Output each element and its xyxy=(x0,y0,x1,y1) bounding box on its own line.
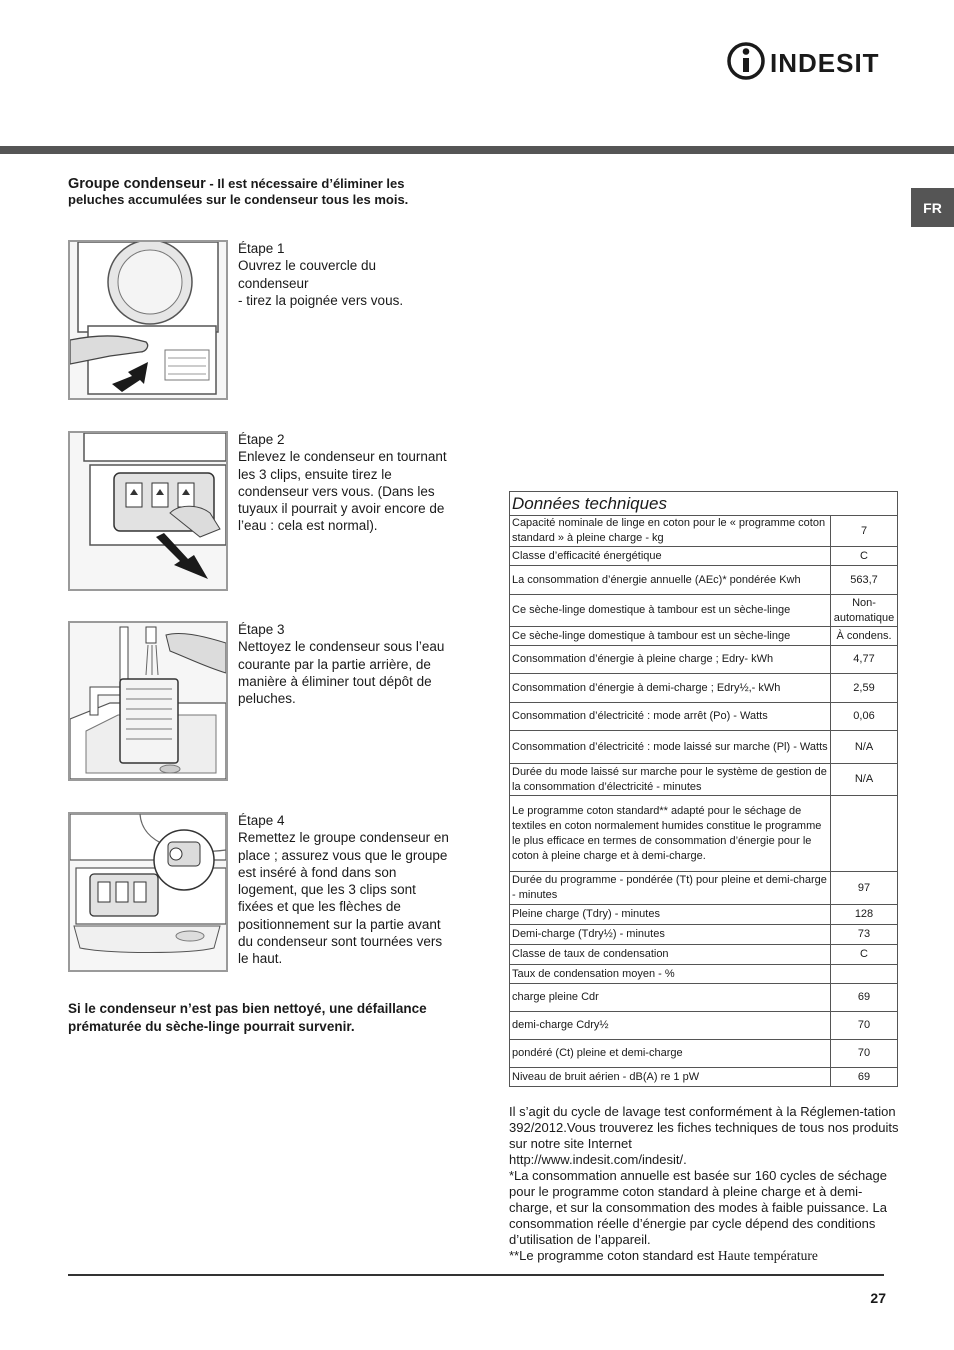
row-label: Pleine charge (Tdry) - minutes xyxy=(510,905,831,925)
row-value: 7 xyxy=(831,516,898,547)
table-row xyxy=(510,547,898,566)
row-label: charge pleine Cdr xyxy=(510,984,831,1012)
row-value: N/A xyxy=(831,764,898,796)
row-label: La consommation d’énergie annuelle (AEc)* pondérée Kwh xyxy=(510,566,831,595)
row-label: Classe de taux de condensation xyxy=(510,945,831,965)
brand-wordmark: INDESIT xyxy=(770,48,880,78)
row-value: C xyxy=(831,945,898,965)
table-row xyxy=(510,1040,898,1068)
row-value: N/A xyxy=(831,731,898,764)
table-row xyxy=(510,627,898,646)
row-label: Consommation d’électricité : mode laissé sur marche (Pl) - Watts xyxy=(510,731,831,764)
step-1 xyxy=(238,240,450,309)
row-value: 0,06 xyxy=(831,703,898,731)
table-row xyxy=(510,965,898,984)
indesit-i-logo-icon xyxy=(726,40,768,82)
row-value xyxy=(831,965,898,984)
row-label: Consommation d’électricité : mode arrêt (Po) - Watts xyxy=(510,703,831,731)
step-1-title: Étape 1 xyxy=(238,241,285,256)
step-3-title: Étape 3 xyxy=(238,622,285,637)
row-label: Consommation d’énergie à demi-charge ; Edry½,- kWh xyxy=(510,674,831,703)
technical-data-table xyxy=(509,491,898,1087)
cleaning-warning: Si le condenseur n’est pas bien nettoyé, une défaillance prématurée du sèche-linge pourrait survenir. xyxy=(68,1001,427,1034)
row-value: 563,7 xyxy=(831,566,898,595)
footer-divider xyxy=(68,1274,884,1276)
table-row xyxy=(510,674,898,703)
table-row xyxy=(510,516,898,547)
standard-program-note-prefix: **Le programme coton standard est xyxy=(509,1248,718,1263)
row-label: demi-charge Cdry½ xyxy=(510,1012,831,1040)
row-value: Non-automatique xyxy=(831,595,898,627)
section-heading-note: - Il est nécessaire d’éliminer les peluches accumulées sur le condenseur tous les mois. xyxy=(68,176,409,207)
row-value: 73 xyxy=(831,925,898,945)
step-4-text: Remettez le groupe condenseur en place ; assurez vous que le groupe est inséré à fond dans son logement, que les 3 clips sont fixées et que les flèches de positionnement sur la partie avant du condenseur sont tournées vers le haut. xyxy=(238,830,449,967)
table-row xyxy=(510,905,898,925)
row-label: pondéré (Ct) pleine et demi-charge xyxy=(510,1040,831,1068)
step-4-title: Étape 4 xyxy=(238,813,285,828)
section-heading: Groupe condenseur xyxy=(68,176,206,192)
row-label: Durée du mode laissé sur marche pour le système de gestion de la consommation d’électricité - minutes xyxy=(510,764,831,796)
table-row xyxy=(510,731,898,764)
footnotes xyxy=(509,1104,901,1264)
row-value: À condens. xyxy=(831,627,898,646)
row-value: 2,59 xyxy=(831,674,898,703)
table-row xyxy=(510,925,898,945)
row-value: 70 xyxy=(831,1012,898,1040)
table-row xyxy=(510,984,898,1012)
table-row xyxy=(510,872,898,905)
row-value: 4,77 xyxy=(831,646,898,674)
step-4-illustration xyxy=(68,812,228,972)
indesit-logo xyxy=(726,40,888,82)
table-row xyxy=(510,1012,898,1040)
row-value: 97 xyxy=(831,872,898,905)
row-value: 69 xyxy=(831,1068,898,1087)
section-intro xyxy=(68,176,448,208)
table-row xyxy=(510,646,898,674)
table-row xyxy=(510,1068,898,1087)
table-row xyxy=(510,703,898,731)
table-row xyxy=(510,945,898,965)
standard-program-note-value: Haute température xyxy=(717,1248,818,1263)
row-label: Ce sèche-linge domestique à tambour est un sèche-linge xyxy=(510,627,831,646)
row-label: Consommation d’énergie à pleine charge ; Edry- kWh xyxy=(510,646,831,674)
row-value: 128 xyxy=(831,905,898,925)
row-value: 69 xyxy=(831,984,898,1012)
step-2 xyxy=(238,431,450,535)
step-1-illustration xyxy=(68,240,228,400)
row-label: Taux de condensation moyen - % xyxy=(510,965,831,984)
table-row xyxy=(510,796,898,872)
step-1-text: Ouvrez le couvercle du condenseur - tirez la poignée vers vous. xyxy=(238,258,404,308)
table-row xyxy=(510,595,898,627)
step-3-text: Nettoyez le condenseur sous l’eau courante par la partie arrière, de manière à éliminer tout dépôt de peluches. xyxy=(238,639,445,707)
step-2-illustration xyxy=(68,431,228,591)
row-label: Classe d’efficacité énergétique xyxy=(510,547,831,566)
row-value: 70 xyxy=(831,1040,898,1068)
row-label: Ce sèche-linge domestique à tambour est un sèche-linge xyxy=(510,595,831,627)
step-2-text: Enlevez le condenseur en tournant les 3 clips, ensuite tirez le condenseur vers vous. (Dans les tuyaux il pourrait y avoir encore de l’eau : cela est normal). xyxy=(238,449,447,534)
page-number: 27 xyxy=(870,1290,886,1306)
header-divider xyxy=(0,146,954,154)
step-3-illustration xyxy=(68,621,228,781)
row-label: Demi-charge (Tdry½) - minutes xyxy=(510,925,831,945)
row-label: Niveau de bruit aérien - dB(A) re 1 pW xyxy=(510,1068,831,1087)
language-tab: FR xyxy=(911,188,954,227)
row-label: Durée du programme - pondérée (Tt) pour pleine et demi-charge - minutes xyxy=(510,872,831,905)
row-value: C xyxy=(831,547,898,566)
table-title-row xyxy=(510,492,898,516)
standard-program-note xyxy=(509,1248,901,1264)
step-2-title: Étape 2 xyxy=(238,432,285,447)
table-row xyxy=(510,566,898,595)
table-title: Données techniques xyxy=(510,492,898,516)
annual-consumption-note: *La consommation annuelle est basée sur 160 cycles de séchage pour le programme coton standard à pleine charge et à demi-charge, et sur la consommation des modes à faible puissance. La consommation réelle d’énergie par cycle dépend des conditions d’utilisation de l’appareil. xyxy=(509,1168,887,1247)
website-link[interactable]: http://www.indesit.com/indesit/. xyxy=(509,1152,687,1167)
row-value xyxy=(831,796,898,872)
regulation-note: Il s’agit du cycle de lavage test conformément à la Réglemen-tation 392/2012.Vous trouverez les fiches techniques de tous nos produits sur notre site Internet xyxy=(509,1104,899,1151)
row-label: Capacité nominale de linge en coton pour le « programme coton standard » à pleine charge - kg xyxy=(510,516,831,547)
step-3 xyxy=(238,621,450,707)
step-4 xyxy=(238,812,450,968)
table-row xyxy=(510,764,898,796)
row-label: Le programme coton standard** adapté pour le séchage de textiles en coton normalement humides constitue le programme le plus efficace en termes de consommation d’énergie pour le coton à pleine charge et à demi-charge. xyxy=(510,796,831,872)
